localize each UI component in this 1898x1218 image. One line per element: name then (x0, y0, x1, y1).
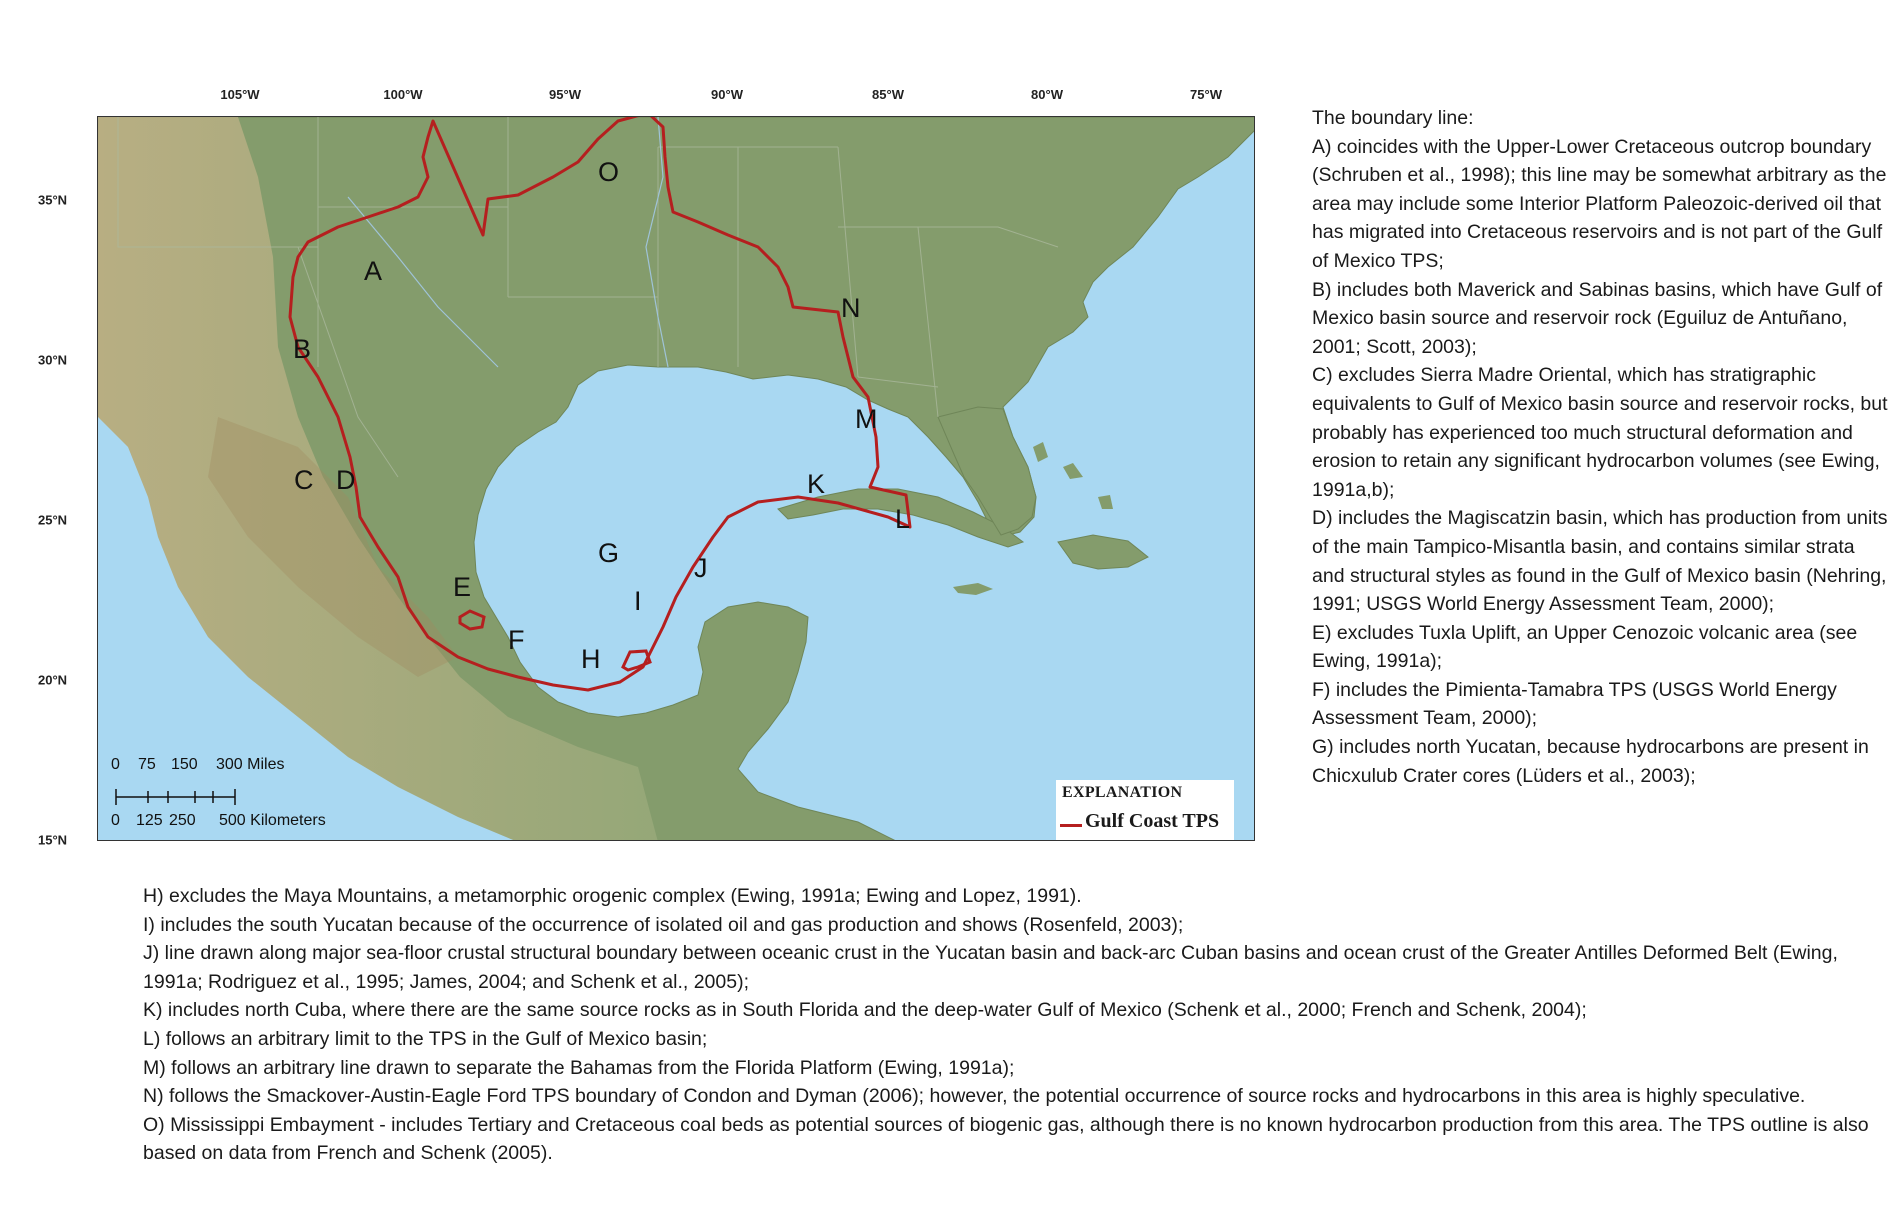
scale-km-125: 125 (136, 812, 163, 829)
bottom-note-n: N) follows the Smackover-Austin-Eagle Ford TPS boundary of Condon and Dyman (2006); however, the potential occurrence of source rocks and hydrocarbons in this area is highly speculative. (143, 1085, 1806, 1108)
scale-miles-300: 300 Miles (216, 756, 285, 773)
longitude-label-80w: 80°W (1031, 87, 1063, 102)
latitude-label-30n: 30°N (38, 352, 68, 368)
bottom-note-m: M) follows an arbitrary line drawn to separate the Bahamas from the Florida Platform (Ewing, 1991a); (143, 1056, 1015, 1079)
region-label-a: A (364, 256, 383, 286)
latitude-label-35n: 35°N (38, 192, 68, 208)
region-label-b: B (293, 334, 312, 364)
region-label-n: N (841, 293, 861, 323)
region-label-l: L (895, 504, 911, 534)
region-label-j: J (694, 553, 708, 583)
region-label-m: M (855, 404, 878, 434)
bottom-note-o: O) Mississippi Embayment - includes Tertiary and Cretaceous coal beds as potential sources of biogenic gas, although there is no known hydrocarbon production from this area. The TPS outline is also based on data from French and Schenk (2005). (143, 1113, 1869, 1165)
region-label-o: O (598, 157, 620, 187)
latitude-label-25n: 25°N (38, 512, 68, 528)
bottom-note-h: H) excludes the Maya Mountains, a metamorphic orogenic complex (Ewing, 1991a; Ewing and Lopez, 1991). (143, 885, 1082, 907)
bottom-note-l: L) follows an arbitrary limit to the TPS in the Gulf of Mexico basin; (143, 1027, 708, 1050)
latitude-label-15n: 15°N (38, 832, 68, 848)
bottom-note-j: J) line drawn along major sea-floor crustal structural boundary between oceanic crust in the Yucatan basin and back-arc Cuban basins and ocean crust of the Greater Antilles Deformed Belt (Ewing, 1991a; Rodriguez et al., 1995; James, 2004; and Schenk et al., 2005); (143, 942, 1838, 993)
scale-miles-150: 150 (171, 756, 198, 773)
longitude-label-100w: 100°W (383, 87, 423, 102)
region-label-e: E (453, 572, 472, 602)
side-note-d: D) includes the Magiscatzin basin, which has production from units of the main Tampico-Misantla basin, and contains similar strata and structural styles as found in the Gulf of Mexico basin (Nehring, 1991; USGS World Energy Assessment Team, 2000); (1312, 507, 1888, 616)
map-panel (97, 116, 1255, 841)
region-label-i: I (634, 586, 642, 616)
scale-miles-0: 0 (111, 756, 120, 773)
scale-km-0: 0 (111, 812, 120, 829)
side-notes (1312, 104, 1892, 790)
bottom-note-i: I) includes the south Yucatan because of the occurrence of isolated oil and gas production and shows (Rosenfeld, 2003); (143, 913, 1184, 936)
side-note-intro: The boundary line: (1312, 107, 1474, 129)
legend-title: EXPLANATION (1062, 784, 1183, 801)
legend-line-swatch (1060, 824, 1082, 827)
scale-miles-75: 75 (138, 756, 156, 773)
map-canvas (98, 117, 1255, 841)
side-note-g: G) includes north Yucatan, because hydrocarbons are present in Chicxulub Crater cores (Lüders et al., 2003); (1312, 736, 1869, 787)
longitude-label-90w: 90°W (711, 87, 743, 102)
region-label-k: K (807, 469, 826, 499)
bottom-note-k: K) includes north Cuba, where there are the same source rocks as in South Florida and the deep-water Gulf of Mexico (Schenk et al., 2000; French and Schenk, 2004); (143, 999, 1587, 1022)
side-note-a: A) coincides with the Upper-Lower Cretaceous outcrop boundary (Schruben et al., 1998); this line may be somewhat arbitrary as the area may include some Interior Platform Paleozoic-derived oil that has migrated into Cretaceous reservoirs and is not part of the Gulf of Mexico TPS; (1312, 135, 1887, 272)
region-label-c: C (294, 465, 314, 495)
latitude-label-20n: 20°N (38, 672, 68, 688)
side-note-b: B) includes both Maverick and Sabinas basins, which have Gulf of Mexico basin source and reservoir rock (Eguiluz de Antuñano, 2001; Scott, 2003); (1312, 278, 1883, 358)
longitude-label-85w: 85°W (872, 87, 904, 102)
longitude-label-75w: 75°W (1190, 87, 1222, 102)
region-label-g: G (598, 538, 620, 568)
scale-km-500: 500 Kilometers (219, 812, 326, 829)
bottom-notes (143, 882, 1883, 1168)
longitude-label-105w: 105°W (220, 87, 260, 102)
scale-km-250: 250 (169, 812, 196, 829)
side-note-e: E) excludes Tuxla Uplift, an Upper Cenozoic volcanic area (see Ewing, 1991a); (1312, 621, 1858, 673)
side-note-f: F) includes the Pimienta-Tamabra TPS (USGS World Energy Assessment Team, 2000); (1312, 678, 1837, 730)
side-note-c: C) excludes Sierra Madre Oriental, which has stratigraphic equivalents to Gulf of Mexico basin source and reservoir rocks, but probably has experienced too much structural deformation and erosion to retain any significant hydrocarbon volumes (see Ewing, 1991a,b); (1312, 364, 1888, 501)
legend-item-label: Gulf Coast TPS (1085, 810, 1220, 832)
region-label-h: H (581, 644, 601, 674)
region-label-d: D (336, 465, 356, 495)
region-label-f: F (508, 625, 525, 655)
legend-box (1056, 780, 1234, 841)
longitude-label-95w: 95°W (549, 87, 581, 102)
